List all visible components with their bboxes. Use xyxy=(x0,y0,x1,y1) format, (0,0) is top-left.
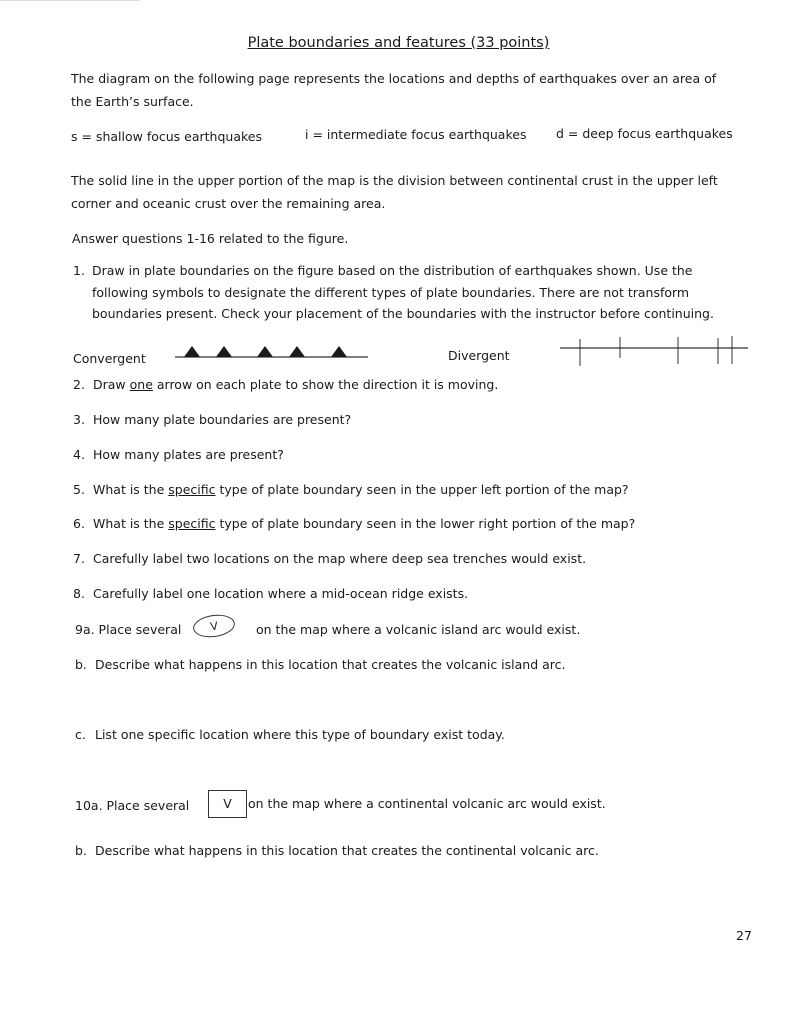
q10a-label: 10a. Place several xyxy=(75,798,190,813)
q7: 7. Carefully label two locations on the map where deep sea trenches would exist. xyxy=(73,551,587,566)
q10b: b. Describe what happens in this location that creates the continental volcanic arc. xyxy=(75,843,599,858)
scan-edge-line xyxy=(0,0,140,1)
convergent-label: Convergent xyxy=(73,351,146,366)
q9b: b. Describe what happens in this location that creates the volcanic island arc. xyxy=(75,657,566,672)
q2: 2. Draw one arrow on each plate to show the direction it is moving. xyxy=(73,375,498,395)
page-number: 27 xyxy=(736,928,752,943)
q4: 4. How many plates are present? xyxy=(73,447,284,462)
q6: 6. What is the specific type of plate boundary seen in the lower right portion of the map? xyxy=(73,516,636,531)
q6-emphasis: specific xyxy=(168,516,216,531)
q9a-text: on the map where a volcanic island arc would exist. xyxy=(256,622,581,637)
q2-emphasis: one xyxy=(129,377,153,392)
q1-line-1: Draw in plate boundaries on the figure based on the distribution of earthquakes shown. Use the xyxy=(92,263,693,278)
q1-line-3: boundaries present. Check your placement of the boundaries with the instructor before continuing. xyxy=(92,306,714,321)
legend-shallow: s = shallow focus earthquakes xyxy=(71,129,262,144)
q3: 3. How many plate boundaries are present? xyxy=(73,412,352,427)
solid-line-text-2: corner and oceanic crust over the remaining area. xyxy=(71,196,386,211)
q5-emphasis: specific xyxy=(168,482,216,497)
intro-line-1: The diagram on the following page represents the locations and depths of earthquakes over an area of xyxy=(71,71,717,86)
continental-volcanic-arc-symbol: V xyxy=(208,790,247,818)
q1-number: 1. xyxy=(73,263,85,278)
convergent-symbol-icon xyxy=(175,340,370,360)
q5: 5. What is the specific type of plate boundary seen in the upper left portion of the map? xyxy=(73,482,629,497)
q10a-text: on the map where a continental volcanic arc would exist. xyxy=(248,796,606,811)
q2-number: 2. xyxy=(73,377,85,392)
intro-line-2: the Earth’s surface. xyxy=(71,94,194,109)
divergent-label: Divergent xyxy=(448,348,510,363)
q9a-label: 9a. Place several xyxy=(75,622,182,637)
legend-deep: d = deep focus earthquakes xyxy=(556,126,733,141)
q8: 8. Carefully label one location where a mid-ocean ridge exists. xyxy=(73,586,469,601)
legend-intermediate: i = intermediate focus earthquakes xyxy=(305,127,527,142)
solid-line-text-1: The solid line in the upper portion of the map is the division between continental crust in the upper left xyxy=(71,173,718,188)
volcanic-island-arc-symbol: V xyxy=(193,615,235,637)
q9c: c. List one specific location where this type of boundary exist today. xyxy=(75,727,505,742)
answer-prompt: Answer questions 1-16 related to the figure. xyxy=(72,231,349,246)
divergent-symbol-icon xyxy=(560,334,750,370)
page-title: Plate boundaries and features (33 points) xyxy=(247,35,550,51)
q1-line-2: following symbols to designate the different types of plate boundaries. There are not transform xyxy=(92,285,690,300)
